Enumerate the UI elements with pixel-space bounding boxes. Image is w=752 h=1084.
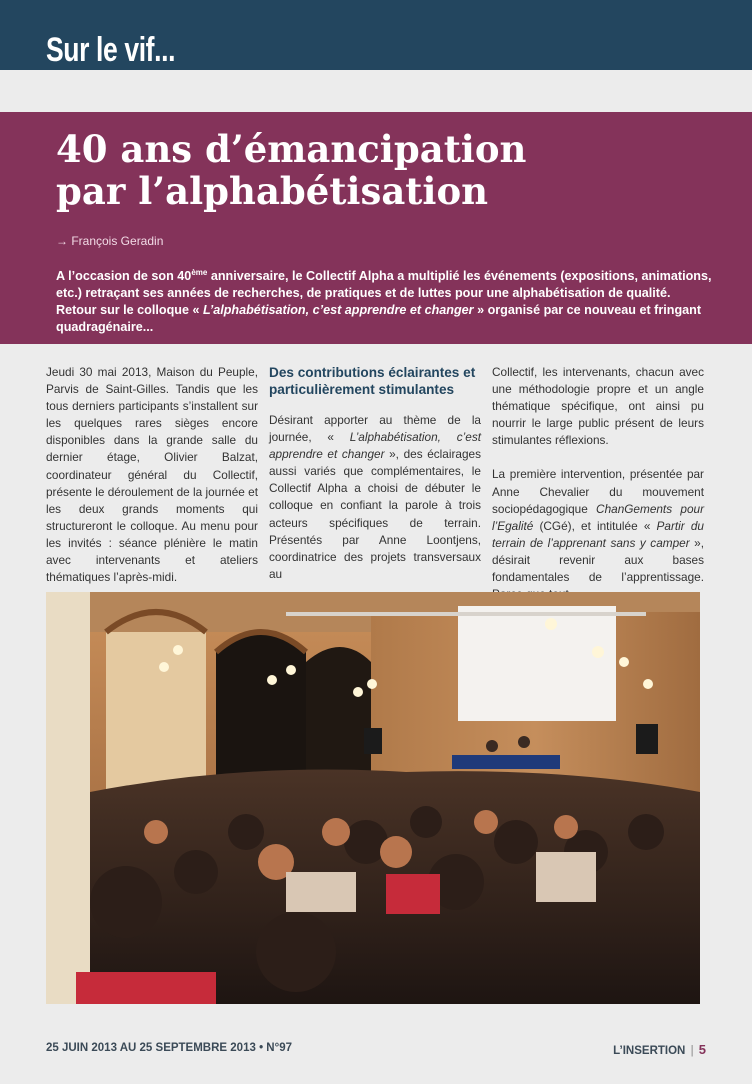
paragraph [269, 412, 481, 583]
text-run: », désirait revenir aux bases fondamentales de l’apprentissage. [492, 535, 704, 585]
text-run: La première intervention, présentée par Anne Chevalier du mouvement sociopédagogique [492, 467, 704, 516]
lead-superscript: ème [191, 268, 208, 277]
lead-text: » organisé par ce nouveau et fringant quadragénaire... [56, 303, 702, 335]
text-run: », des éclairages aussi variés que complémentaires, le Collectif Alpha a choisi de débuter le colloque en confiant la parole à trois acteurs spécifiques de terrain. Présentés par Anne Loontjens, coordinatrice des projets transversaux au [269, 447, 481, 581]
lead-paragraph [56, 264, 714, 336]
subheading: Des contributions éclairantes et particulièrement stimulantes [269, 365, 476, 397]
paragraph [492, 466, 704, 603]
column-3 [492, 364, 704, 620]
column-2 [269, 364, 481, 600]
italic-run: ChanGements pour l’Egalité [492, 501, 704, 533]
byline: → François Geradin [56, 234, 164, 248]
lead-text: A l’occasion de son 40 [56, 269, 192, 284]
page-number: 5 [698, 1042, 706, 1057]
conference-photo [46, 592, 700, 1004]
footer-separator: | [690, 1045, 694, 1057]
text-run: Désirant apporter au thème de la journée, « [269, 413, 481, 445]
lead-italic-title: L’alphabétisation, c’est apprendre et changer [202, 303, 474, 318]
title-line-1: 40 ans d’émancipation [56, 127, 527, 171]
paragraph: Collectif, les intervenants, chacun avec une méthodologie propre et un angle thématique spécifique, ont ainsi pu nourrir le large public présent de leurs stimulantes réflexions. [492, 365, 704, 448]
italic-run: Partir du terrain de l’apprenant sans y camper [492, 518, 704, 550]
column-1 [46, 364, 258, 603]
issue-date: 25 JUIN 2013 AU 25 SEPTEMBRE 2013 • N°97 [46, 1042, 292, 1054]
paragraph: Jeudi 30 mai 2013, Maison du Peuple, Parvis de Saint-Gilles. Tandis que les tous derniers participants s’installent sur les quelques rares sièges encore disponibles dans la grande salle du dernier étage, Olivier Balzat, coordinateur général du Collectif, présente le déroulement de la journée et les deux grands moments qui structureront le colloque. Au menu pour les invités : séance plénière le matin avec intervenants et ateliers thématiques l’après-midi. [46, 365, 258, 585]
italic-run: L’alphabétisation, c’est apprendre et changer [269, 430, 481, 462]
article-title [56, 128, 716, 212]
magazine-name: L’INSERTION [613, 1045, 686, 1057]
text-run: (CGé), et intitulée « [533, 518, 657, 533]
lead-text: anniversaire, le Collectif Alpha a multiplié les événements (expositions, animations, etc.) retraçant ses années de recherches, de pratiques et de luttes pour une alphabétisation de qualité. Retour sur le colloque « [56, 269, 712, 318]
conference-hall-illustration [46, 592, 700, 1004]
magazine-footer [613, 1042, 706, 1057]
title-line-2: par l’alphabétisation [56, 169, 489, 213]
section-label: Sur le vif... [46, 31, 176, 69]
